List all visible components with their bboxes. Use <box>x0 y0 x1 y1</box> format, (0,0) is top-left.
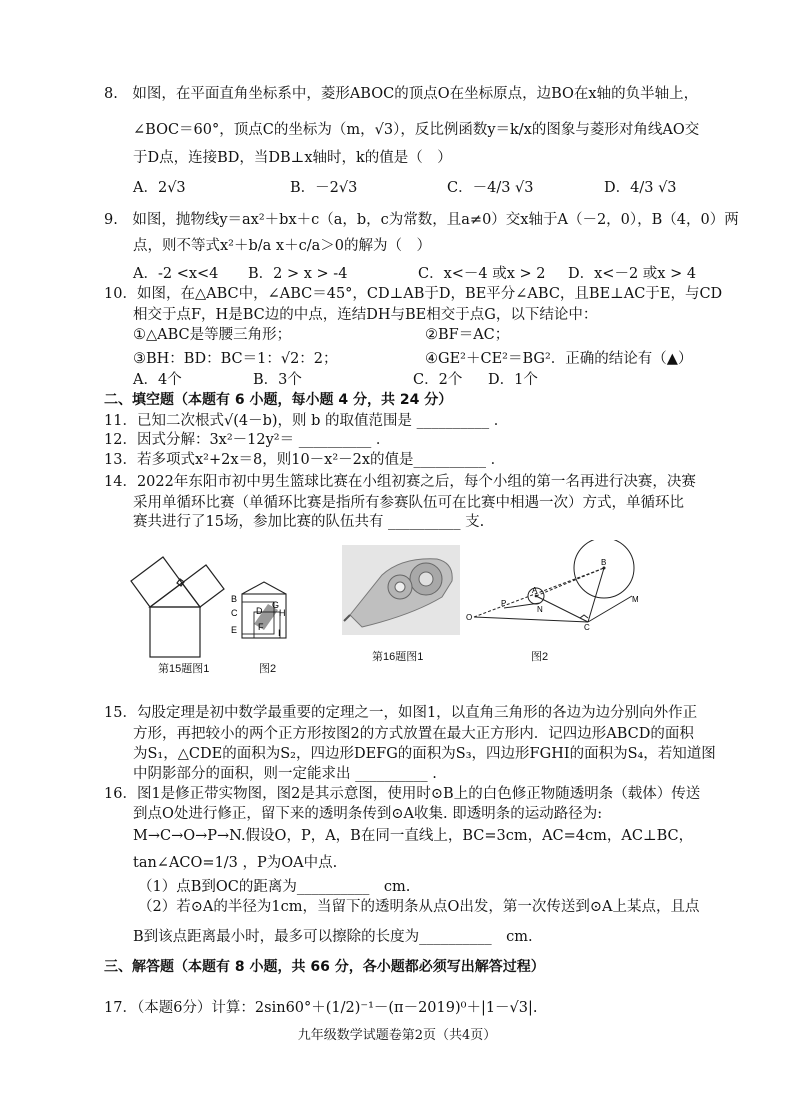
q10-conclusion-4: ④GE²＋CE²＝BG²．正确的结论有（▲） <box>425 351 693 367</box>
q10-conclusion-3: ③BH：BD：BC＝1：√2：2； <box>133 351 338 367</box>
q10-option-b: B．3个 <box>253 372 302 388</box>
fig15-label-C: C <box>231 608 238 618</box>
fig15-2-caption: 图2 <box>259 663 277 675</box>
q10-option-a: A．4个 <box>133 372 182 388</box>
fig16-1-correction-tape-photo <box>342 545 460 635</box>
fig16-2-caption: 图2 <box>531 651 549 663</box>
fig16-label-C: C <box>584 623 590 630</box>
fig16-label-M: M <box>632 595 639 604</box>
q16-line1: 16．图1是修正带实物图，图2是其示意图，使用时⊙B上的白色修正物随透明条（载体）传送 <box>104 786 701 802</box>
q13: 13．若多项式x²+2x＝8，则10－x²－2x的值是__________ ． <box>104 452 506 468</box>
q16-sub1: （1）点B到OC的距离为__________ cm. <box>138 879 411 895</box>
q17: 17．（本题6分）计算：2sin60°＋(1/2)⁻¹－(π－2019)⁰＋|1－√3|. <box>104 1000 538 1016</box>
q10-conclusion-1: ①△ABC是等腰三角形； <box>133 327 292 343</box>
q16-sub2: （2）若⊙A的半径为1cm，当留下的透明条从点O出发，第一次传送到⊙A上某点，且点 <box>138 899 700 915</box>
fig16-label-P: P <box>501 599 507 608</box>
q9-line2: 点，则不等式x²＋b/a x＋c/a＞0的解为（ ） <box>133 238 431 254</box>
fig16-2-diagram <box>464 540 644 630</box>
q11: 11．已知二次根式√(4－b)，则 b 的取值范围是 __________ ． <box>104 413 509 429</box>
q15-line4: 中阴影部分的面积，则一定能求出 __________ . <box>133 766 437 782</box>
q8-line3: 于D点，连接BD，当DB⊥x轴时，k的值是（ ） <box>133 150 452 166</box>
q9-option-d: D．x<－2 或x > 4 <box>568 266 697 282</box>
fig15-label-I: I <box>278 628 281 638</box>
q16-line4: tan∠ACO=1/3 ，P为OA中点. <box>133 855 338 871</box>
q16-line3: M→C→O→P→N.假设O，P，A，B在同一直线上，BC=3cm，AC=4cm，AC⊥BC， <box>133 828 694 844</box>
section-2-heading: 二、填空题（本题有 6 小题，每小题 4 分，共 24 分） <box>104 392 453 408</box>
q10-option-d: D．1个 <box>488 372 538 388</box>
q15-line1: 15．勾股定理是初中数学最重要的定理之一，如图1，以直角三角形的各边为边分别向外作正 <box>104 705 698 721</box>
fig15-label-B: B <box>231 594 238 604</box>
q8-option-d: D．4/3 √3 <box>604 180 677 196</box>
q10-conclusion-2: ②BF＝AC； <box>425 327 510 343</box>
fig15-1-caption: 第15题图1 <box>158 663 210 675</box>
q10-line1: 10．如图，在△ABC中，∠ABC＝45°，CD⊥AB于D，BE平分∠ABC，且BE⊥AC于E，与CD <box>104 286 723 302</box>
q14-line1: 14．2022年东阳市初中男生篮球比赛在小组初赛之后，每个小组的第一名再进行决赛，决赛 <box>104 474 696 490</box>
fig15-label-E: E <box>231 625 238 635</box>
q9-option-c: C．x<－4 或x > 2 <box>418 266 546 282</box>
q10-option-c: C．2个 <box>413 372 463 388</box>
q14-line2: 采用单循环比赛（单循环比赛是指所有参赛队伍可在比赛中相遇一次）方式，单循环比 <box>133 495 684 511</box>
fig15-1-pythagoras-squares <box>130 545 230 660</box>
q16-line2: 到点O处进行修正，留下来的透明条传到⊙A收集. 即透明条的运动路径为: <box>133 806 603 822</box>
fig16-label-O: O <box>466 613 473 622</box>
fig16-label-B: B <box>601 558 607 567</box>
q8-line2: ∠BOC＝60°，顶点C的坐标为（m，√3），反比例函数y＝k/x的图象与菱形对角线AO交 <box>133 122 700 138</box>
q8-option-c: C．－4/3 √3 <box>447 180 534 196</box>
fig16-label-N: N <box>537 605 543 614</box>
q9-option-a: A．-2 <x<4 <box>133 266 219 282</box>
q8-option-a: A．2√3 <box>133 180 186 196</box>
fig15-label-G: G <box>272 600 280 610</box>
fig15-label-H: H <box>279 608 286 618</box>
section-3-heading: 三、解答题（本题有 8 小题，共 66 分，各小题都必须写出解答过程） <box>104 959 545 975</box>
q9-line1: 9. 如图，抛物线y＝ax²＋bx＋c（a，b，c为常数，且a≠0）交x轴于A（－2，0），B（4，0）两 <box>104 212 739 228</box>
fig16-label-A: A <box>532 586 538 595</box>
q12: 12．因式分解：3x²－12y²＝ __________ ． <box>104 432 391 448</box>
q9-option-b: B．2 > x > -4 <box>248 266 348 282</box>
q16-sub3: B到该点距离最小时，最多可以擦除的长度为__________ cm. <box>133 929 533 945</box>
q10-line2: 相交于点F，H是BC边的中点，连结DH与BE相交于点G，以下结论中： <box>133 307 598 323</box>
q8-line1: 8. 如图，在平面直角坐标系中，菱形ABOC的顶点O在坐标原点，边BO在x轴的负半轴上， <box>104 86 699 102</box>
q15-line2: 方形，再把较小的两个正方形按图2的方式放置在最大正方形内．记四边形ABCD的面积 <box>133 726 694 742</box>
fig15-label-F: F <box>258 622 264 632</box>
q15-line3: 为S₁，△CDE的面积为S₂，四边形DEFG的面积为S₃，四边形FGHI的面积为S₄，若知道图 <box>133 746 716 762</box>
fig16-1-caption: 第16题图1 <box>372 651 424 663</box>
fig15-2-squares-in-square <box>228 580 290 642</box>
q8-option-b: B．－2√3 <box>290 180 358 196</box>
q14-line3: 赛共进行了15场，参加比赛的队伍共有 __________ 支. <box>133 514 485 530</box>
page-footer: 九年级数学试题卷第2页（共4页） <box>297 1028 497 1043</box>
fig15-label-D: D <box>256 606 263 616</box>
